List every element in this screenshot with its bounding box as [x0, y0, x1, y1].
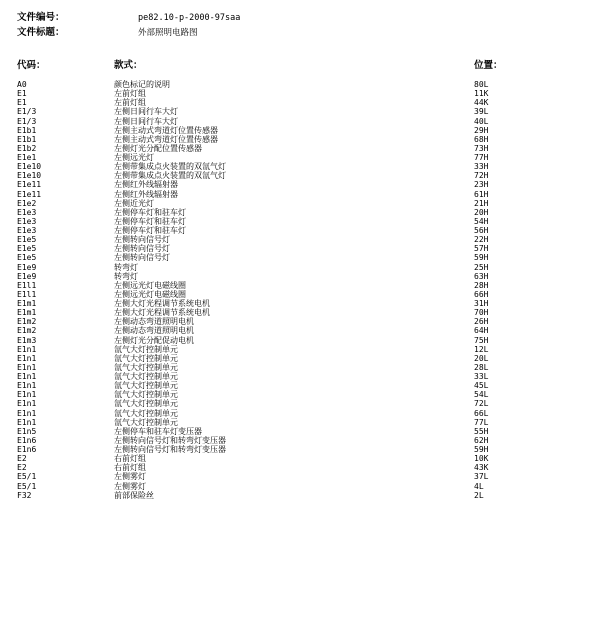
component-description: 左侧停车灯和驻车灯 [114, 226, 186, 235]
component-code: E1e3 [17, 207, 37, 217]
component-position: 33H [474, 162, 489, 172]
table-row [0, 272, 603, 281]
component-description: 氙气大灯控制单元 [114, 408, 178, 418]
component-description: 氙气大灯控制单元 [114, 353, 178, 363]
component-code: E1m2 [17, 326, 37, 336]
component-description: 左侧灯光分配促动电机 [114, 335, 194, 345]
component-code: E1b2 [17, 143, 37, 153]
component-code: E5/1 [17, 481, 37, 491]
component-code: E1n1 [17, 408, 37, 418]
component-code: E1l1 [17, 280, 37, 290]
component-position: 44K [474, 98, 489, 108]
column-header-position: 位置： [474, 60, 503, 71]
component-code: E1e10 [17, 171, 42, 181]
table-row [0, 482, 603, 491]
component-code: E1e9 [17, 271, 37, 281]
component-code: E1e5 [17, 244, 37, 254]
component-position: 2L [474, 490, 484, 500]
component-description: 左侧远光灯电磁线圈 [114, 280, 186, 290]
component-position: 31H [474, 299, 489, 308]
component-code: E1 [17, 89, 27, 99]
component-position: 62H [474, 435, 489, 445]
component-code: E1e2 [17, 198, 37, 208]
component-description: 氙气大灯控制单元 [114, 381, 178, 391]
table-row [0, 199, 603, 208]
component-code: E1e10 [17, 162, 42, 172]
table-row [0, 354, 603, 363]
component-table [0, 80, 603, 500]
component-position: 10K [474, 454, 489, 464]
component-code: E1n1 [17, 353, 37, 363]
component-position: 75H [474, 335, 489, 345]
component-code: E1b1 [17, 125, 37, 135]
component-position: 56H [474, 226, 489, 235]
component-code: E2 [17, 454, 27, 464]
component-description: 左侧大灯光程调节系统电机 [114, 308, 210, 318]
component-position: 29H [474, 125, 489, 135]
component-description: 左侧转向信号灯 [114, 235, 170, 245]
table-row [0, 235, 603, 244]
component-description: 左侧雾灯 [114, 472, 146, 482]
doc-title-line [17, 27, 198, 39]
component-code: E1e3 [17, 226, 37, 235]
component-description: 左侧停车和驻车灯变压器 [114, 426, 202, 436]
table-row [0, 244, 603, 253]
table-row [0, 336, 603, 345]
component-description: 左侧动态弯道照明电机 [114, 317, 194, 327]
component-description: 氙气大灯控制单元 [114, 417, 178, 427]
component-code: E1e5 [17, 235, 37, 245]
component-description: 左侧大灯光程调节系统电机 [114, 299, 210, 308]
table-row [0, 381, 603, 390]
component-position: 59H [474, 253, 489, 263]
component-position: 33L [474, 372, 489, 381]
table-row [0, 144, 603, 153]
table-row [0, 208, 603, 217]
component-code: E1e11 [17, 189, 42, 199]
component-description: 左侧主动式弯道灯位置传感器 [114, 125, 218, 135]
doc-number-line [17, 12, 241, 24]
table-row [0, 98, 603, 107]
component-code: E1n5 [17, 426, 37, 436]
component-description: 左侧红外线辐射器 [114, 180, 178, 190]
table-row [0, 135, 603, 144]
component-description: 氙气大灯控制单元 [114, 399, 178, 409]
table-row [0, 180, 603, 189]
table-row [0, 436, 603, 445]
component-code: E1 [17, 98, 27, 108]
table-row [0, 263, 603, 272]
table-row [0, 454, 603, 463]
component-code: E1e5 [17, 253, 37, 263]
component-description: 左前灯组 [114, 98, 146, 108]
table-row [0, 171, 603, 180]
component-position: 68H [474, 134, 489, 144]
component-code: E5/1 [17, 472, 37, 482]
component-position: 4L [474, 481, 484, 491]
component-code: E1e11 [17, 180, 42, 190]
table-row [0, 445, 603, 454]
component-position: 40L [474, 116, 489, 126]
component-code: E1m1 [17, 308, 37, 318]
component-description: 氙气大灯控制单元 [114, 390, 178, 400]
table-row [0, 345, 603, 354]
component-description: 氙气大灯控制单元 [114, 362, 178, 372]
component-description: 左侧远光灯 [114, 153, 154, 162]
table-row [0, 299, 603, 308]
component-position: 57H [474, 244, 489, 254]
component-description: 左侧灯光分配位置传感器 [114, 143, 202, 153]
component-description: 右前灯组 [114, 454, 146, 464]
doc-title-value: 外部照明电路图 [138, 28, 198, 38]
component-position: 22H [474, 235, 489, 245]
table-row [0, 308, 603, 317]
component-position: 66L [474, 408, 489, 418]
table-row [0, 80, 603, 89]
component-position: 54H [474, 216, 489, 226]
component-code: E2 [17, 463, 27, 473]
table-row [0, 472, 603, 481]
component-description: 左侧主动式弯道灯位置传感器 [114, 134, 218, 144]
component-description: 左侧动态弯道照明电机 [114, 326, 194, 336]
component-description: 转弯灯 [114, 271, 138, 281]
component-position: 73H [474, 143, 489, 153]
component-code: E1/3 [17, 107, 37, 117]
component-description: 左侧转向信号灯和转弯灯变压器 [114, 445, 226, 454]
component-position: 63H [474, 271, 489, 281]
component-code: E1l1 [17, 289, 37, 299]
component-description: 左侧日间行车大灯 [114, 107, 178, 117]
component-description: 左侧雾灯 [114, 481, 146, 491]
table-row [0, 190, 603, 199]
component-code: E1n1 [17, 372, 37, 381]
component-description: 前部保险丝 [114, 490, 154, 500]
component-position: 77L [474, 417, 489, 427]
component-description: 左侧转向信号灯和转弯灯变压器 [114, 435, 226, 445]
component-code: E1n1 [17, 362, 37, 372]
table-row [0, 226, 603, 235]
table-row [0, 281, 603, 290]
table-row [0, 409, 603, 418]
component-position: 12L [474, 344, 489, 354]
table-row [0, 162, 603, 171]
table-row [0, 463, 603, 472]
component-code: F32 [17, 490, 32, 500]
table-row [0, 399, 603, 408]
component-code: E1n1 [17, 390, 37, 400]
component-position: 77H [474, 153, 489, 162]
table-row [0, 317, 603, 326]
component-position: 70H [474, 308, 489, 318]
component-description: 颜色标记的说明 [114, 80, 170, 89]
component-code: E1e3 [17, 216, 37, 226]
component-code: E1e9 [17, 262, 37, 272]
table-row [0, 89, 603, 98]
component-position: 72L [474, 399, 489, 409]
component-position: 37L [474, 472, 489, 482]
component-code: E1n6 [17, 445, 37, 454]
table-row [0, 253, 603, 262]
component-description: 左侧停车灯和驻车灯 [114, 207, 186, 217]
component-position: 28H [474, 280, 489, 290]
component-position: 80L [474, 80, 489, 89]
component-code: E1b1 [17, 134, 37, 144]
component-code: E1n1 [17, 381, 37, 391]
component-position: 25H [474, 262, 489, 272]
component-description: 右前灯组 [114, 463, 146, 473]
table-row [0, 217, 603, 226]
table-row [0, 107, 603, 116]
component-position: 43K [474, 463, 489, 473]
component-code: E1m2 [17, 317, 37, 327]
component-position: 11K [474, 89, 489, 99]
component-position: 21H [474, 198, 489, 208]
component-description: 左侧停车灯和驻车灯 [114, 216, 186, 226]
table-row [0, 153, 603, 162]
component-description: 左侧远光灯电磁线圈 [114, 289, 186, 299]
component-code: A0 [17, 80, 27, 89]
component-position: 64H [474, 326, 489, 336]
table-row [0, 326, 603, 335]
table-row [0, 126, 603, 135]
component-description: 左侧日间行车大灯 [114, 116, 178, 126]
component-position: 28L [474, 362, 489, 372]
component-position: 23H [474, 180, 489, 190]
table-row [0, 491, 603, 500]
doc-number-label: 文件编号： [17, 12, 65, 23]
component-code: E1n1 [17, 417, 37, 427]
column-header-style: 款式： [114, 60, 143, 71]
component-position: 61H [474, 189, 489, 199]
component-position: 59H [474, 445, 489, 454]
component-code: E1m3 [17, 335, 37, 345]
component-code: E1n6 [17, 435, 37, 445]
column-header-row [0, 57, 603, 71]
table-row [0, 363, 603, 372]
table-row [0, 427, 603, 436]
component-description: 左侧近光灯 [114, 198, 154, 208]
component-position: 20H [474, 207, 489, 217]
component-position: 20L [474, 353, 489, 363]
component-code: E1e1 [17, 153, 37, 162]
component-description: 转弯灯 [114, 262, 138, 272]
component-description: 氙气大灯控制单元 [114, 372, 178, 381]
table-row [0, 390, 603, 399]
table-row [0, 290, 603, 299]
component-description: 左侧带集成点火装置的双氙气灯 [114, 162, 226, 172]
component-description: 左侧转向信号灯 [114, 244, 170, 254]
component-position: 66H [474, 289, 489, 299]
component-code: E1n1 [17, 399, 37, 409]
component-description: 左侧红外线辐射器 [114, 189, 178, 199]
component-code: E1m1 [17, 299, 37, 308]
doc-number-value: pe82.10-p-2000-97saa [138, 13, 241, 23]
component-description: 氙气大灯控制单元 [114, 344, 178, 354]
column-header-code: 代码： [17, 60, 46, 71]
table-row [0, 418, 603, 427]
component-position: 72H [474, 171, 489, 181]
component-position: 55H [474, 426, 489, 436]
component-description: 左前灯组 [114, 89, 146, 99]
component-position: 26H [474, 317, 489, 327]
component-description: 左侧转向信号灯 [114, 253, 170, 263]
component-code: E1/3 [17, 116, 37, 126]
table-row [0, 117, 603, 126]
component-position: 54L [474, 390, 489, 400]
component-position: 39L [474, 107, 489, 117]
component-code: E1n1 [17, 344, 37, 354]
component-position: 45L [474, 381, 489, 391]
component-description: 左侧带集成点火装置的双氙气灯 [114, 171, 226, 181]
doc-title-label: 文件标题： [17, 27, 65, 38]
table-row [0, 372, 603, 381]
